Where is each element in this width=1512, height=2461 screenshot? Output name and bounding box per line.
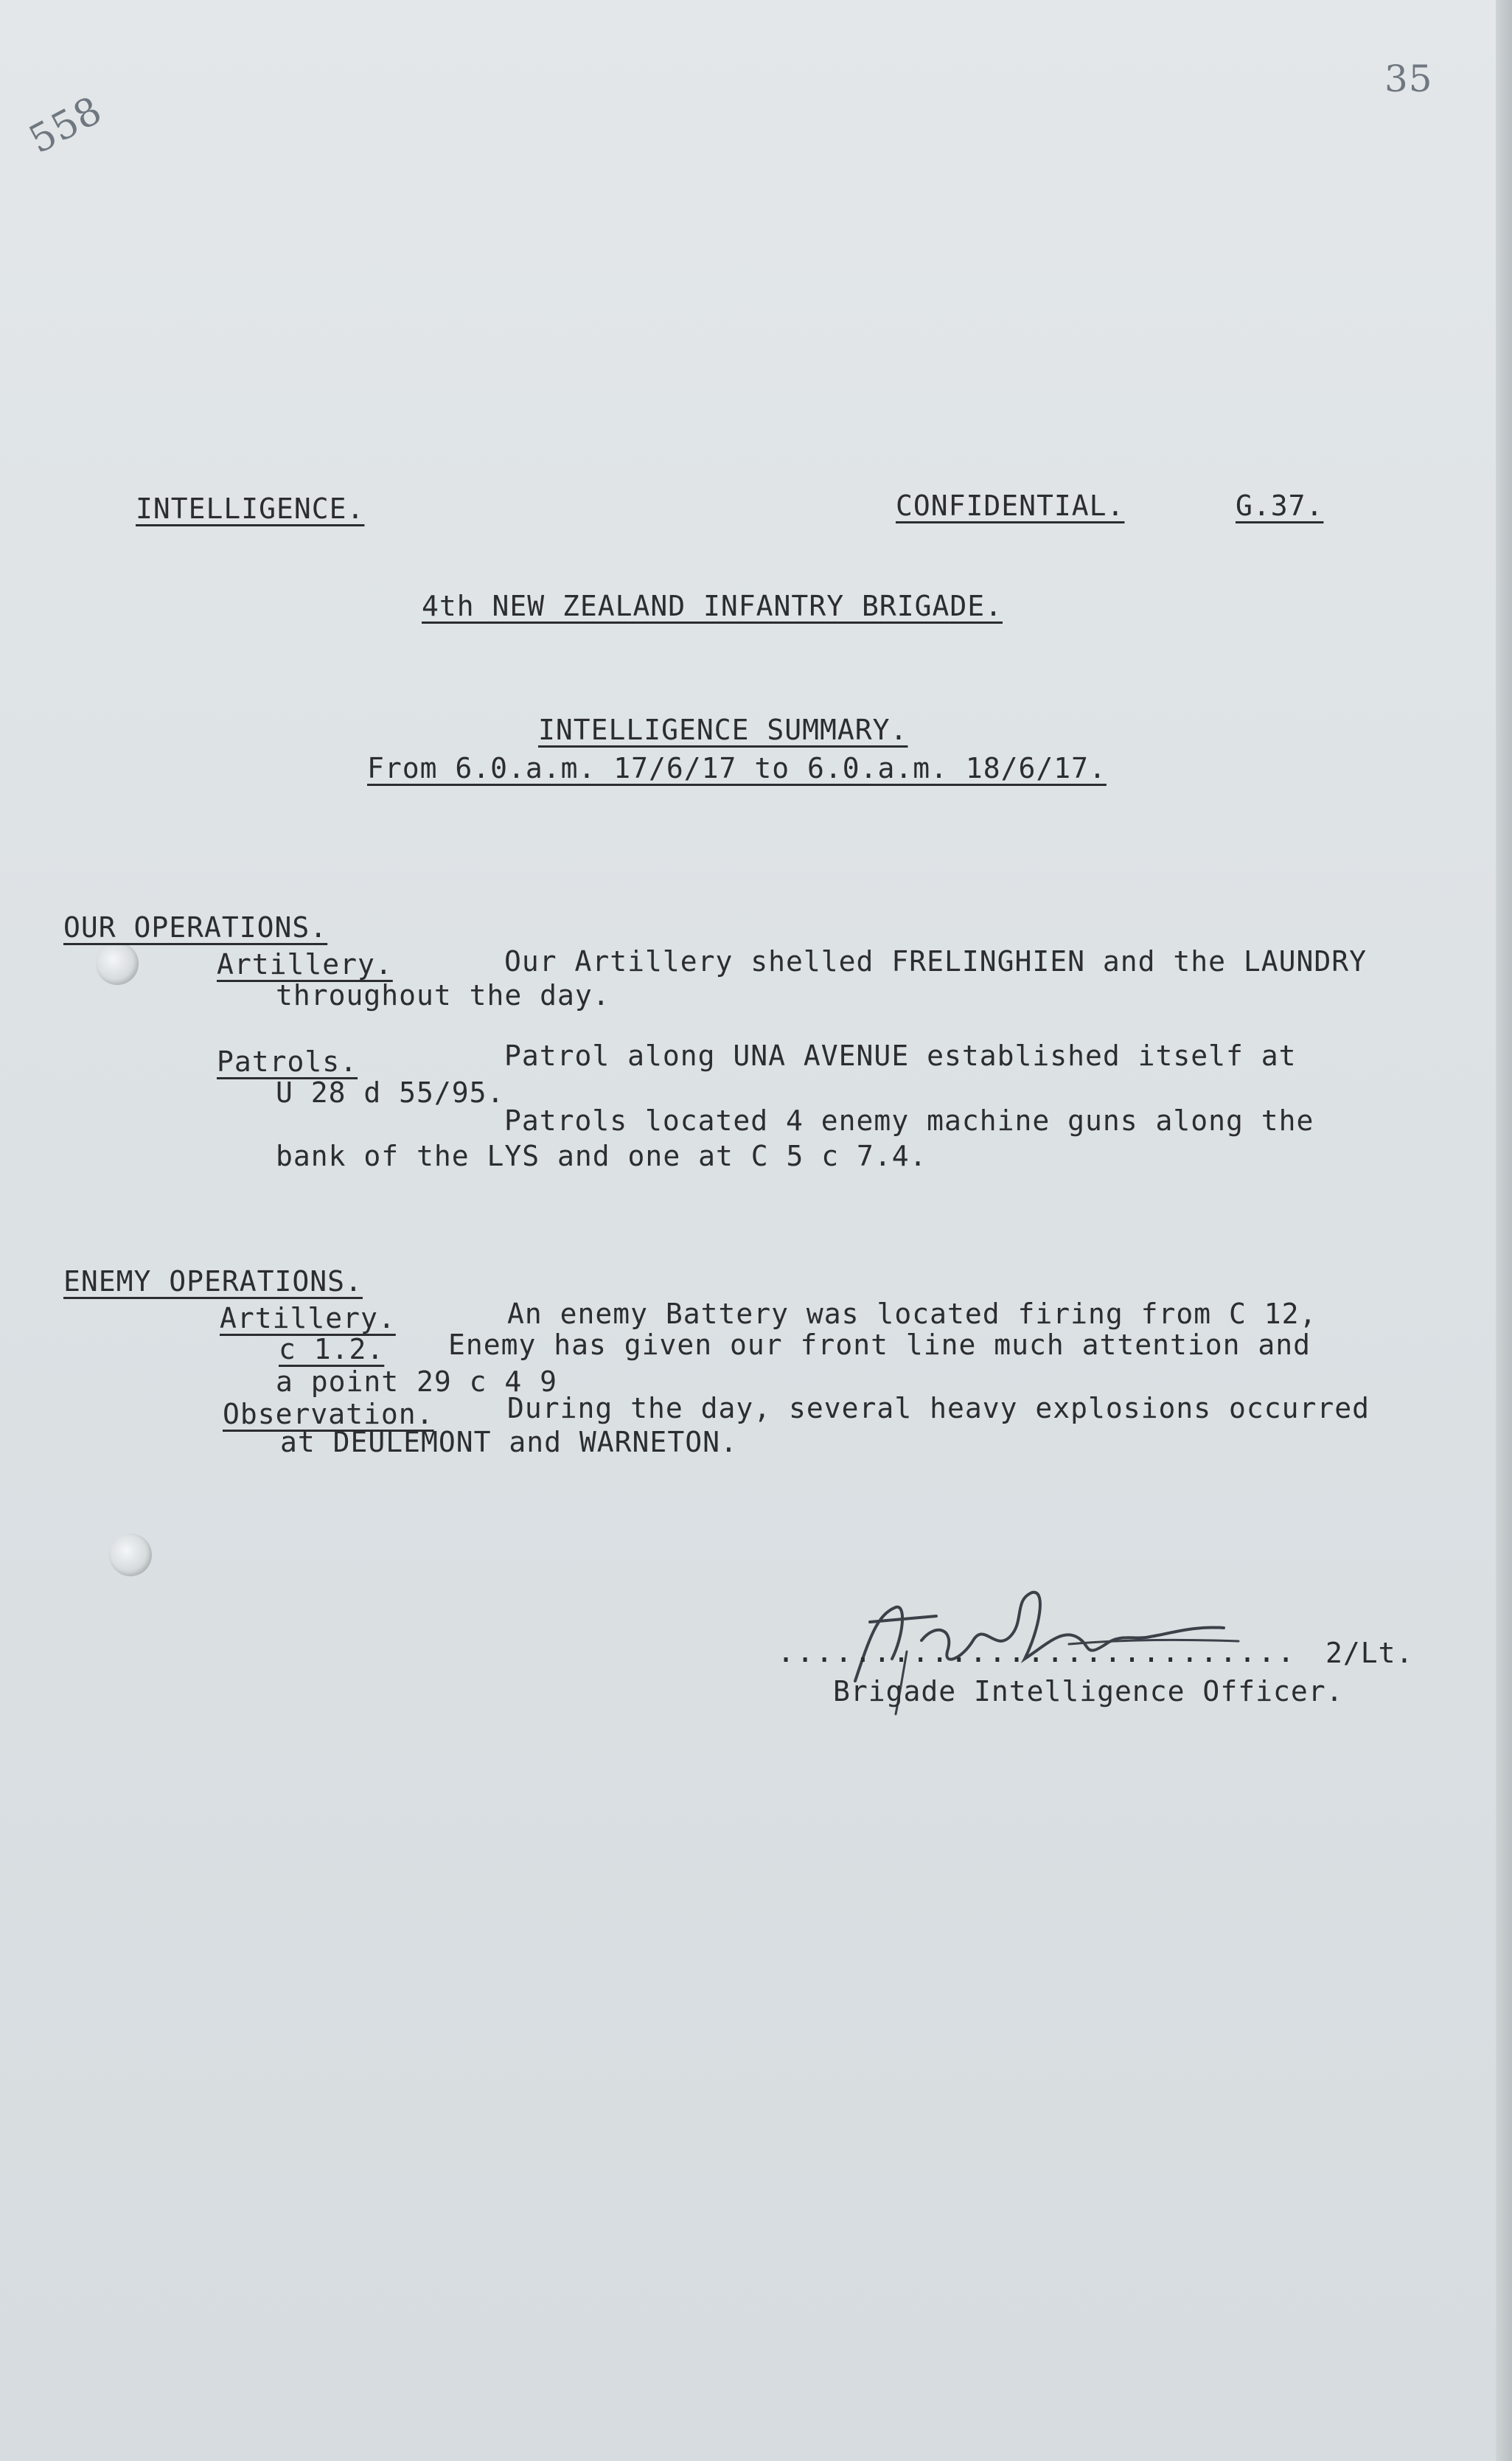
patrols-line-1: Patrol along UNA AVENUE established itself at — [504, 1040, 1297, 1072]
our-artillery-label: Artillery. — [217, 948, 393, 981]
observation-line-1: During the day, several heavy explosions occurred — [507, 1392, 1370, 1424]
punch-hole-top — [96, 942, 139, 985]
page-number: 35 — [1384, 58, 1433, 100]
enemy-artillery-label: Artillery. — [220, 1302, 396, 1334]
enemy-artillery-line-2: Enemy has given our front line much attention and — [448, 1329, 1311, 1361]
enemy-operations-heading: ENEMY OPERATIONS. — [63, 1265, 363, 1298]
summary-title: INTELLIGENCE SUMMARY. — [538, 714, 908, 746]
archive-number: 558 — [21, 88, 110, 163]
our-operations-heading: OUR OPERATIONS. — [63, 911, 328, 944]
patrols-line-2: U 28 d 55/95. — [276, 1076, 505, 1109]
enemy-artillery-line-3: a point 29 c 4 9 — [276, 1365, 558, 1398]
our-artillery-line-2: throughout the day. — [276, 979, 610, 1012]
observation-label: Observation. — [223, 1398, 434, 1430]
patrols-line-4: bank of the LYS and one at C 5 c 7.4. — [276, 1140, 927, 1172]
signature-title: Brigade Intelligence Officer. — [833, 1675, 1344, 1708]
patrols-label: Patrols. — [217, 1045, 358, 1078]
header-reference: G.37. — [1236, 490, 1324, 522]
header-intelligence: INTELLIGENCE. — [136, 492, 365, 525]
page-edge — [1496, 0, 1512, 2461]
header-confidential: CONFIDENTIAL. — [896, 490, 1125, 522]
our-artillery-line-1: Our Artillery shelled FRELINGHIEN and the LAUNDRY — [504, 945, 1368, 978]
patrols-line-3: Patrols located 4 enemy machine guns along the — [504, 1104, 1314, 1137]
summary-period: From 6.0.a.m. 17/6/17 to 6.0.a.m. 18/6/17. — [367, 752, 1107, 784]
enemy-artillery-ref: c 1.2. — [279, 1333, 385, 1365]
signature-rank: 2/Lt. — [1325, 1637, 1414, 1669]
signature-dots: ........................... — [777, 1635, 1297, 1669]
observation-line-2: at DEULEMONT and WARNETON. — [280, 1426, 738, 1458]
enemy-artillery-line-1: An enemy Battery was located firing from C 12, — [507, 1298, 1317, 1330]
punch-hole-bottom — [109, 1534, 152, 1576]
unit-title: 4th NEW ZEALAND INFANTRY BRIGADE. — [422, 590, 1003, 622]
